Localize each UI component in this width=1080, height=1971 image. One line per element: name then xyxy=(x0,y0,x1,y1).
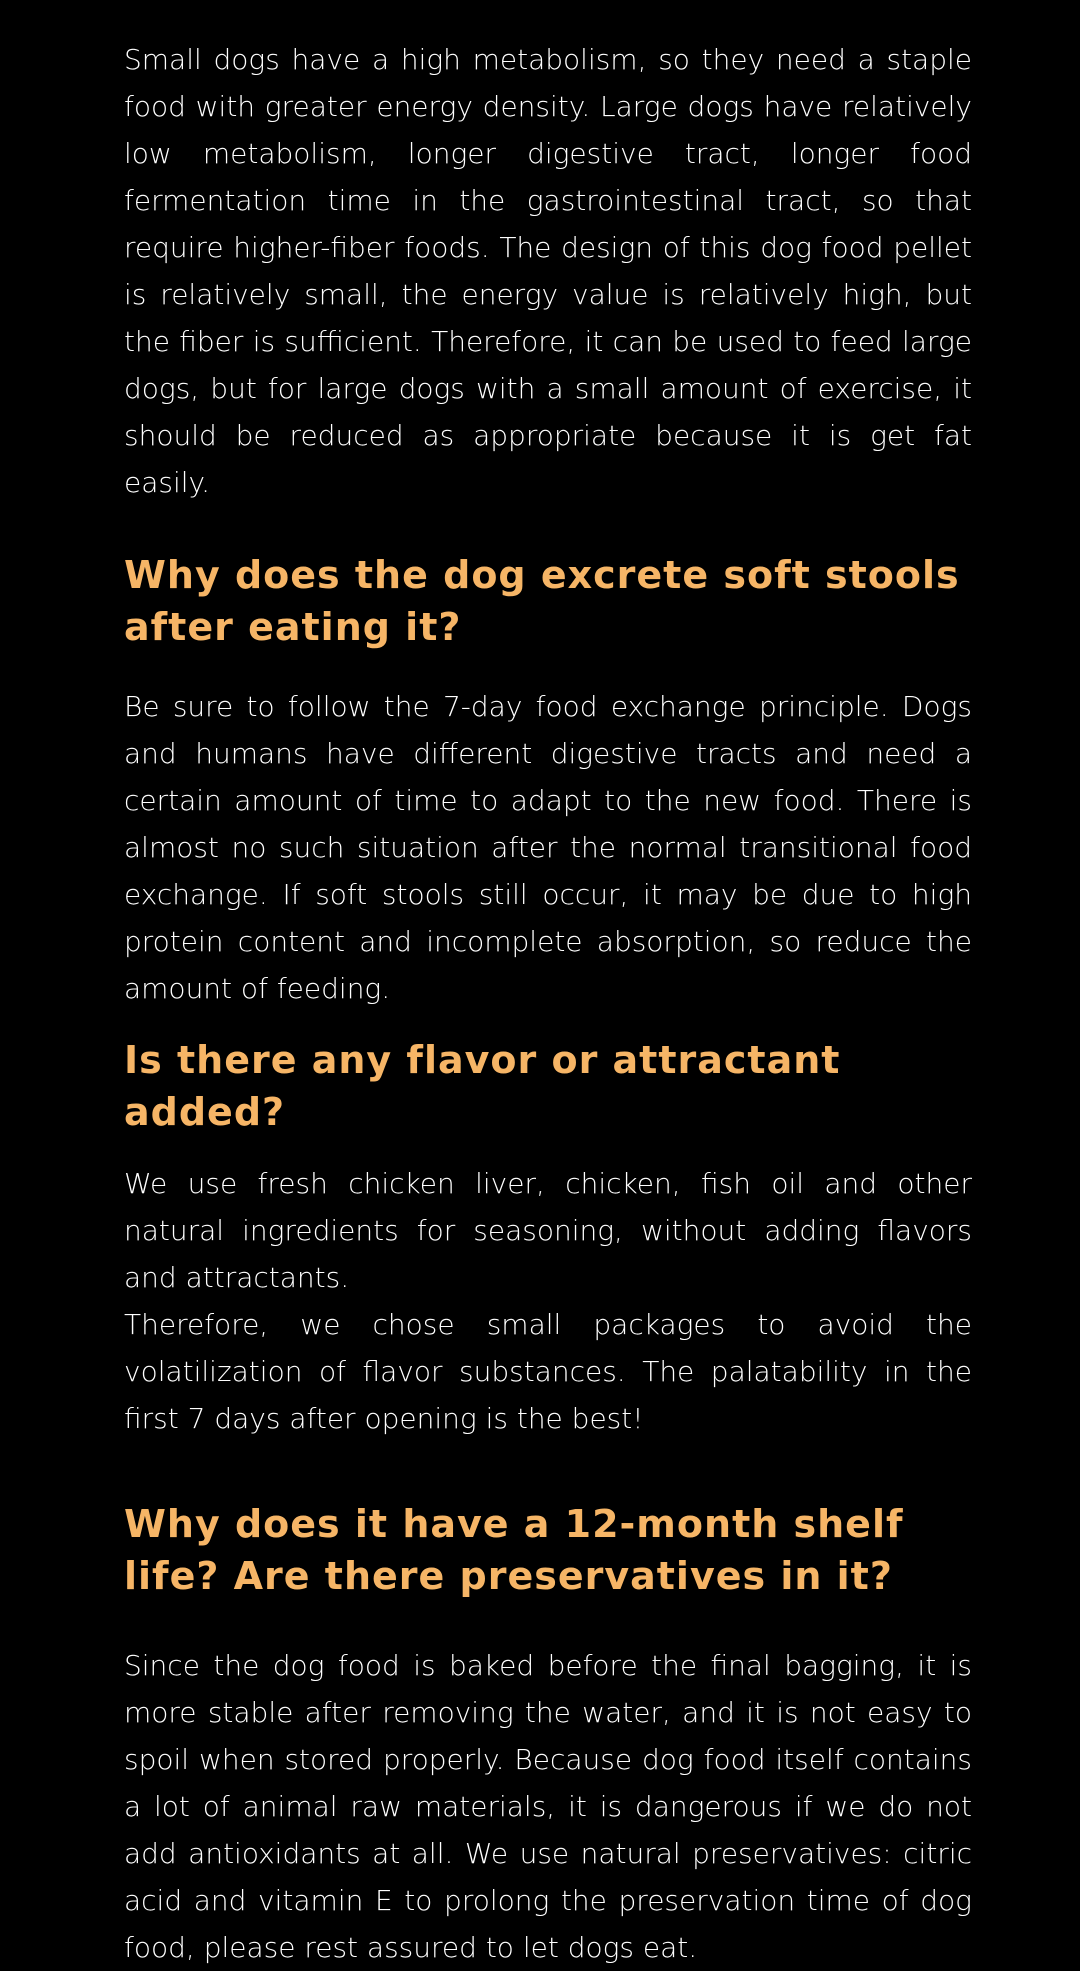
paragraph-shelf-life: Since the dog food is baked before the final bagging, it is more stable after removing the water, and it is not easy to spoil when stored properly. Because dog food itself contains a lot of animal raw materials, it is dangerous if we do not add antioxidants at all. We use natural preservatives: citric acid and vitamin E to prolong the preservation time of dog food, please rest assured to let dogs eat. xyxy=(124,1649,972,1964)
heading-shelf-life-line2: life? Are there preservatives in it? xyxy=(124,1554,893,1598)
heading-shelf-life xyxy=(124,1498,972,1602)
paragraph-flavor-packaging: Therefore, we chose small packages to avoid the volatilization of flavor substances. The palatability in the first 7 days after opening is the best! xyxy=(124,1308,972,1435)
heading-soft-stools-line1: Why does the dog excrete soft stools xyxy=(124,553,960,597)
paragraph-metabolism: Small dogs have a high metabolism, so they need a staple food with greater energy density. Large dogs have relatively low metabolism, longer digestive tract, longer food fermentation time in the gastrointestinal tract, so that require higher-fiber foods. The design of this dog food pellet is relatively small, the energy value is relatively high, but the fiber is sufficient. Therefore, it can be used to feed large dogs, but for large dogs with a small amount of exercise, it should be reduced as appropriate because it is get fat easily. xyxy=(124,43,972,499)
heading-soft-stools xyxy=(124,549,972,653)
paragraph-soft-stools: Be sure to follow the 7-day food exchange principle. Dogs and humans have different digestive tracts and need a certain amount of time to adapt to the new food. There is almost no such situation after the normal transitional food exchange. If soft stools still occur, it may be due to high protein content and incomplete absorption, so reduce the amount of feeding. xyxy=(124,690,972,1005)
heading-flavor xyxy=(124,1034,972,1138)
heading-flavor-line1: Is there any flavor or attractant xyxy=(124,1038,841,1082)
heading-flavor-line2: added? xyxy=(124,1090,286,1134)
heading-soft-stools-line2: after eating it? xyxy=(124,605,462,649)
article-content xyxy=(124,36,972,1971)
heading-shelf-life-line1: Why does it have a 12-month shelf xyxy=(124,1502,904,1546)
paragraph-flavor-ingredients: We use fresh chicken liver, chicken, fish oil and other natural ingredients for seasoning, without adding flavors and attractants. xyxy=(124,1167,972,1294)
